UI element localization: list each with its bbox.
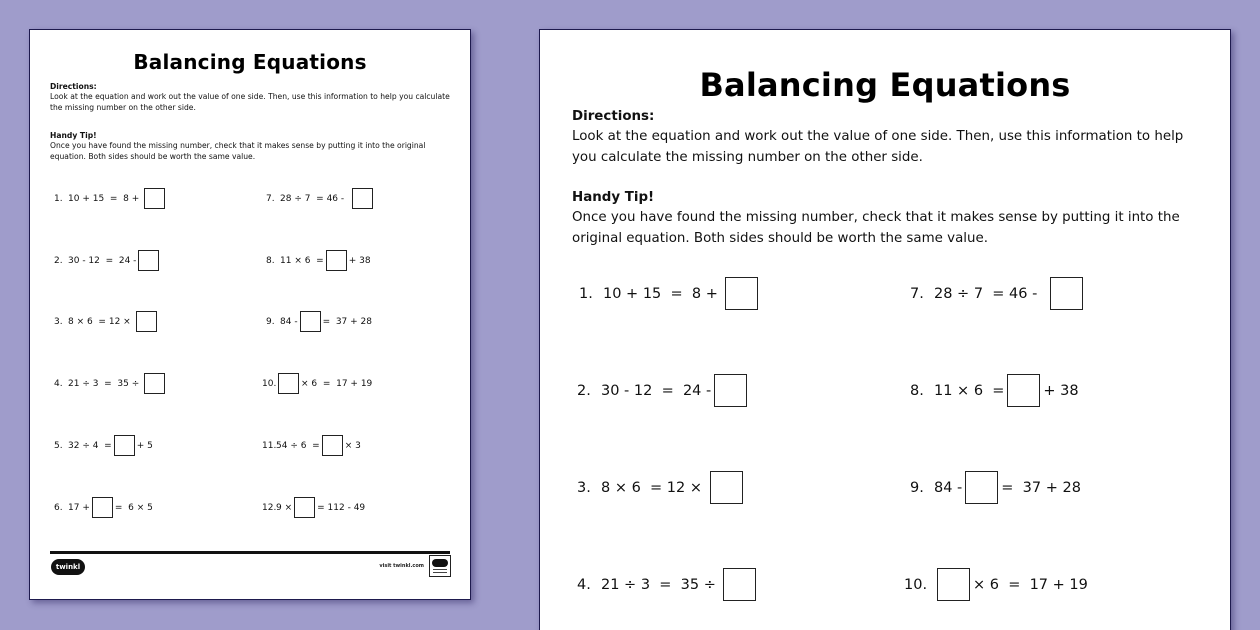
equation-left: 28 ÷ 7 = 46 - (934, 285, 1047, 302)
question-2 (54, 250, 161, 271)
answer-box[interactable] (352, 188, 373, 209)
tip-section (50, 131, 450, 162)
equation-left: 8 × 6 = 12 × (68, 316, 134, 327)
footer-divider (50, 551, 450, 554)
tip-text: Once you have found the missing number, check that it makes sense by putting it into the original equation. Both sides should be worth the same value. (50, 141, 426, 161)
equation-left: 21 ÷ 3 = 35 ÷ (601, 576, 721, 593)
question-number: 3. (577, 479, 591, 496)
question-1 (54, 188, 167, 209)
question-3 (54, 311, 159, 332)
answer-box[interactable] (937, 568, 970, 601)
question-6 (54, 497, 153, 518)
equation-left: 30 - 12 = 24 - (68, 255, 137, 266)
equation-left: 8 × 6 = 12 × (601, 479, 707, 496)
equation-right: × 3 (344, 440, 361, 451)
equation-right: + 38 (1043, 382, 1079, 399)
worksheet-page-zoomed (539, 29, 1231, 630)
equation-left: 32 ÷ 4 = (68, 440, 112, 451)
answer-box[interactable] (723, 568, 756, 601)
equation-left: 9 × (276, 502, 293, 513)
answer-box[interactable] (1007, 374, 1040, 407)
question-number: 1. (54, 193, 63, 204)
answer-box[interactable] (278, 373, 299, 394)
question-12 (262, 497, 365, 518)
equation-right: = 112 - 49 (317, 502, 366, 513)
answer-box[interactable] (300, 311, 321, 332)
question-number: 6. (54, 502, 63, 513)
question-11 (262, 435, 361, 456)
question-number: 8. (266, 255, 275, 266)
question-number: 12. (262, 502, 277, 513)
answer-box[interactable] (725, 277, 758, 310)
question-number: 5. (54, 440, 63, 451)
question-number: 10. (262, 378, 277, 389)
answer-box[interactable] (714, 374, 747, 407)
equation-left: 84 - (280, 316, 298, 327)
question-7 (266, 188, 375, 209)
equation-left: 10 + 15 = 8 + (603, 285, 723, 302)
question-number: 9. (266, 316, 275, 327)
twinkl-logo: twinkl (51, 559, 85, 575)
question-number: 4. (54, 378, 63, 389)
directions-heading: Directions: (572, 109, 655, 124)
equation-right: = 6 × 5 (114, 502, 153, 513)
page-title: Balancing Equations (133, 50, 367, 74)
question-9 (910, 471, 1081, 504)
directions-heading: Directions: (50, 82, 97, 91)
worksheet-page-thumbnail (29, 29, 471, 600)
question-5 (54, 435, 153, 456)
answer-box[interactable] (1050, 277, 1083, 310)
question-number: 3. (54, 316, 63, 327)
badge-ribbon-icon (432, 559, 448, 567)
equation-right: × 6 = 17 + 19 (301, 378, 373, 389)
visit-link-text: visit twinkl.com (379, 563, 424, 569)
question-number: 7. (910, 285, 924, 302)
answer-box[interactable] (322, 435, 343, 456)
question-number: 1. (579, 285, 593, 302)
question-number: 4. (577, 576, 591, 593)
question-7 (910, 277, 1086, 310)
answer-box[interactable] (294, 497, 315, 518)
tip-heading: Handy Tip! (50, 131, 97, 140)
equation-left: 28 ÷ 7 = 46 - (280, 193, 350, 204)
question-8 (266, 250, 371, 271)
badge-lines (433, 569, 447, 570)
question-9 (266, 311, 372, 332)
question-number: 2. (577, 382, 591, 399)
equation-left: 17 + (68, 502, 90, 513)
answer-box[interactable] (136, 311, 157, 332)
question-4 (54, 373, 167, 394)
answer-box[interactable] (144, 373, 165, 394)
question-2 (577, 374, 750, 407)
equation-left: 11 × 6 = (934, 382, 1005, 399)
question-10 (904, 568, 1088, 601)
question-10 (262, 373, 372, 394)
equation-left: 84 - (934, 479, 963, 496)
answer-box[interactable] (138, 250, 159, 271)
equation-left: 10 + 15 = 8 + (68, 193, 143, 204)
question-number: 8. (910, 382, 924, 399)
tip-section (572, 190, 1192, 250)
question-number: 2. (54, 255, 63, 266)
question-number: 9. (910, 479, 924, 496)
directions-section (572, 109, 1192, 169)
answer-box[interactable] (92, 497, 113, 518)
question-3 (577, 471, 746, 504)
equation-right: + 5 (136, 440, 153, 451)
answer-box[interactable] (326, 250, 347, 271)
question-number: 7. (266, 193, 275, 204)
badge-lines (433, 572, 447, 573)
equation-left: 21 ÷ 3 = 35 ÷ (68, 378, 143, 389)
question-8 (910, 374, 1079, 407)
equation-right: = 37 + 28 (1001, 479, 1081, 496)
question-4 (577, 568, 759, 601)
directions-text: Look at the equation and work out the value of one side. Then, use this information to help you calculate the missing number on the other side. (50, 92, 450, 112)
equation-right: + 38 (348, 255, 371, 266)
directions-section (50, 82, 450, 113)
equation-left: 30 - 12 = 24 - (601, 382, 712, 399)
question-number: 10. (904, 576, 928, 593)
equation-left: 11 × 6 = (280, 255, 324, 266)
answer-box[interactable] (710, 471, 743, 504)
question-1 (579, 277, 761, 310)
tip-text: Once you have found the missing number, check that it makes sense by putting it into the original equation. Both sides should be worth the same value. (572, 210, 1180, 246)
quality-badge-icon (429, 555, 451, 577)
tip-heading: Handy Tip! (572, 190, 655, 205)
answer-box[interactable] (144, 188, 165, 209)
question-number: 11. (262, 440, 277, 451)
answer-box[interactable] (114, 435, 135, 456)
page-title: Balancing Equations (699, 66, 1071, 104)
directions-text: Look at the equation and work out the value of one side. Then, use this information to help you calculate the missing number on the other side. (572, 129, 1184, 165)
equation-right: = 37 + 28 (322, 316, 372, 327)
answer-box[interactable] (965, 471, 998, 504)
equation-right: × 6 = 17 + 19 (973, 576, 1088, 593)
equation-left: 54 ÷ 6 = (276, 440, 320, 451)
